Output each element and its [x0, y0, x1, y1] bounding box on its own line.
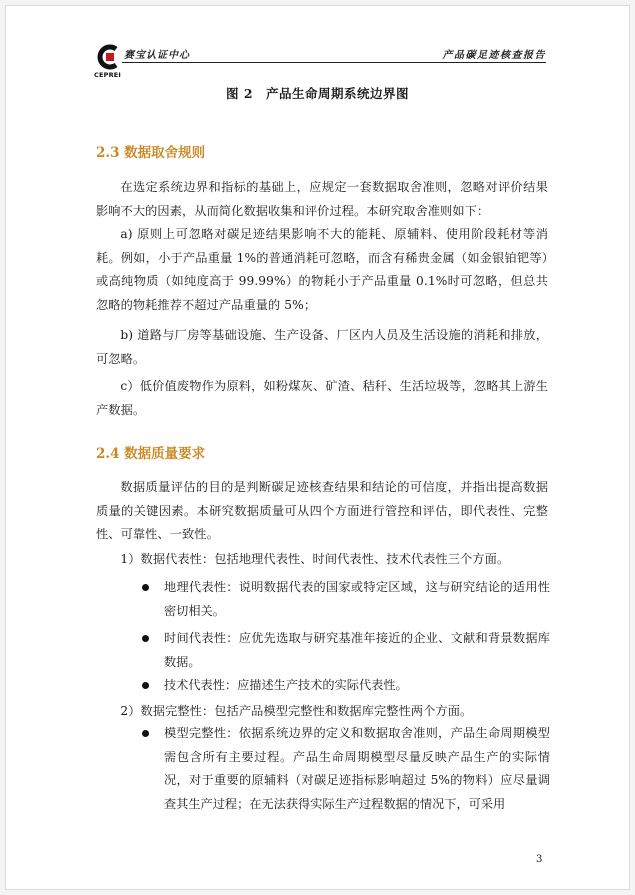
organization-name: 赛宝认证中心 — [124, 50, 190, 61]
header-rule — [122, 62, 546, 63]
paragraph-intro-2-4: 数据质量评估的目的是判断碳足迹核查结果和结论的可信度，并指出提高数据质量的关键因素。本研究数据质量可从四个方面进行管控和评估，即代表性、完整性、可靠性、一致性。 — [96, 480, 548, 541]
item-data-completeness: 2）数据完整性：包括产品模型完整性和数据库完整性两个方面。 — [120, 704, 473, 718]
bullet-text: 技术代表性：应描述生产技术的实际代表性。 — [164, 678, 408, 692]
bullet-text: 时间代表性：应优先选取与研究基准年接近的企业、文献和背景数据库数据。 — [164, 631, 550, 669]
section-heading-2-4: 2.4 数据质量要求 — [96, 446, 206, 462]
bullet-text: 模型完整性：依据系统边界的定义和数据取舍准则，产品生命周期模型需包含所有主要过程。产品生命周期模型尽量反映产品生产的实际情况，对于重要的原辅料（对碳足迹指标影响超过 5%的物料）应尽量调查其生产过程；在无法获得实际生产过程数据的情况下，可采用 — [164, 726, 550, 811]
bullet-icon — [142, 682, 149, 689]
section-heading-2-3: 2.3 数据取舍规则 — [96, 145, 206, 161]
bullet-icon — [142, 635, 149, 642]
ceprei-logo-icon — [96, 43, 122, 71]
rule-c: c）低价值废物作为原料，如粉煤灰、矿渣、秸秆、生活垃圾等，忽略其上游生产数据。 — [96, 379, 548, 417]
bullet-text: 地理代表性：说明数据代表的国家或特定区域，这与研究结论的适用性密切相关。 — [164, 580, 550, 618]
report-title: 产品碳足迹核查报告 — [442, 50, 546, 61]
logo-text: CEPREI — [94, 71, 122, 79]
bullet-icon — [142, 730, 149, 737]
item-data-representativeness: 1）数据代表性：包括地理代表性、时间代表性、技术代表性三个方面。 — [120, 552, 510, 566]
page-number: 3 — [536, 854, 543, 865]
paragraph-intro-2-3: 在选定系统边界和指标的基础上，应规定一套数据取舍准则，忽略对评价结果影响不大的因素，从而简化数据收集和评价过程。本研究取舍准则如下： — [96, 180, 548, 218]
page-header — [94, 42, 546, 79]
rule-b: b) 道路与厂房等基础设施、生产设备、厂区内人员及生活设施的消耗和排放，可忽略。 — [96, 328, 548, 366]
rule-a: a) 原则上可忽略对碳足迹结果影响不大的能耗、原辅料、使用阶段耗材等消耗。例如，小于产品重量 1%的普通消耗可忽略，而含有稀贵金属（如金银铂钯等）或高纯物质（如纯度高于 99.99%）的物耗小于产品重量 0.1%时可忽略，但总共忽略的物耗推荐不超过产品重量的 5%； — [96, 227, 548, 312]
bullet-icon — [142, 584, 149, 591]
figure-caption: 图 2 产品生命周期系统边界图 — [225, 86, 410, 101]
document-page — [6, 6, 629, 889]
